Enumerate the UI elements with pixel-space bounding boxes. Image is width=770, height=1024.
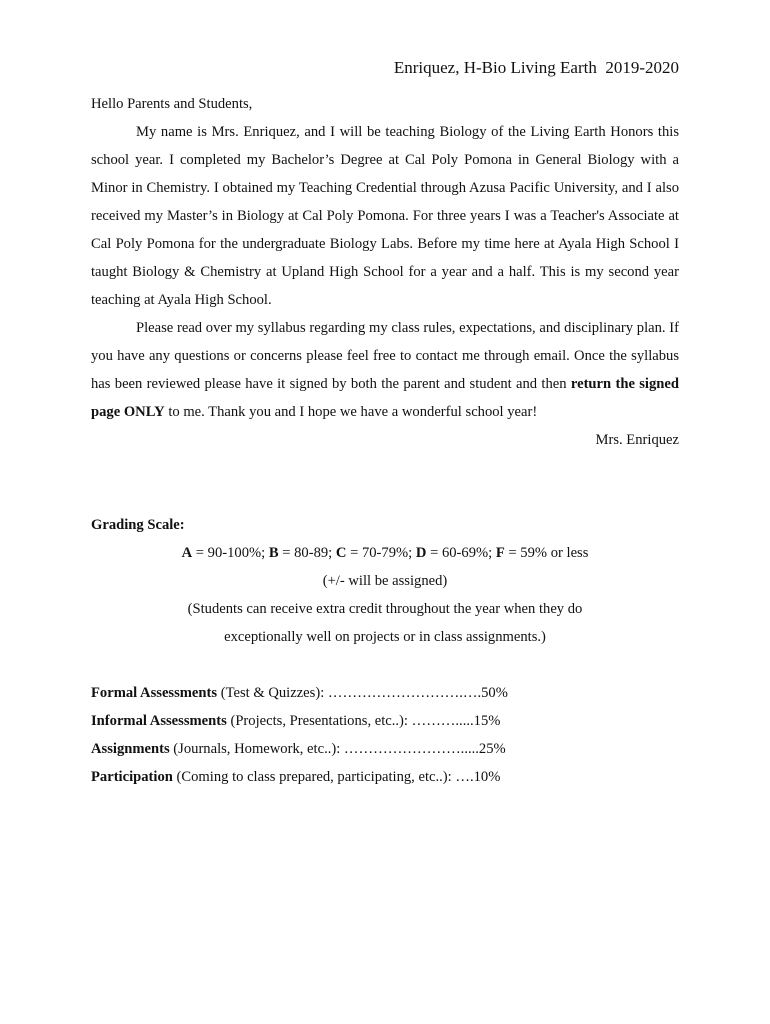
- document-header: Enriquez, H-Bio Living Earth 2019-2020: [393, 58, 679, 77]
- grading-scale-title: Grading Scale:: [91, 517, 185, 533]
- weight-row-participation: [91, 763, 679, 791]
- grade-range: = 90-100%;: [192, 545, 269, 561]
- return-signed-page-emphasis: return the signed page ONLY: [91, 376, 679, 420]
- weight-row-formal-assessments: [91, 679, 679, 707]
- letter-paragraph-syllabus-end: to me. Thank you and I hope we have a wonderful school year!: [164, 404, 538, 420]
- plus-minus-note: (+/- will be assigned): [322, 573, 448, 589]
- grade-letter: B: [268, 545, 279, 561]
- weight-category: Assignments: [91, 741, 170, 757]
- weight-detail: (Test & Quizzes): ……………………….….50%: [217, 685, 508, 701]
- weight-category: Informal Assessments: [91, 713, 227, 729]
- welcome-letter: [91, 90, 679, 454]
- letter-paragraph-intro: My name is Mrs. Enriquez, and I will be teaching Biology of the Living Earth Honors this school year. I completed my Bachelor’s Degree at Cal Poly Pomona in General Biology with a Minor in Chemistry. I obtained my Teaching Credential through Azusa Pacific University, and I also received my Master’s in Biology at Cal Poly Pomona. For three years I was a Teacher's Associate at Cal Poly Pomona for the undergraduate Biology Labs. Before my time here at Ayala High School I taught Biology & Chemistry at Upland High School for a year and a half. This is my second year teaching at Ayala High School.: [91, 124, 679, 308]
- extra-credit-note-line1: (Students can receive extra credit throughout the year when they do: [187, 601, 583, 617]
- letter-paragraph-syllabus: [91, 314, 679, 426]
- grade-letter: D: [415, 545, 427, 561]
- letter-signature: Mrs. Enriquez: [595, 432, 679, 448]
- letter-paragraph-syllabus-text: Please read over my syllabus regarding my class rules, expectations, and disciplinary plan. If you have any questions or concerns please feel free to contact me through email. Once the syllabus has been reviewed please have it signed by both the parent and student and then: [91, 320, 679, 392]
- grade-letter: F: [495, 545, 505, 561]
- grade-range: = 70-79%;: [346, 545, 416, 561]
- grade-weights-list: [91, 679, 679, 791]
- letter-greeting: Hello Parents and Students,: [91, 96, 253, 112]
- grade-range: = 59% or less: [504, 545, 589, 561]
- weight-category: Formal Assessments: [91, 685, 218, 701]
- weight-row-assignments: [91, 735, 679, 763]
- weight-detail: (Journals, Homework, etc..): …………………….....25%: [169, 741, 506, 757]
- weight-detail: (Coming to class prepared, participating, etc..): ….10%: [172, 769, 501, 785]
- extra-credit-note-line2: exceptionally well on projects or in class assignments.): [224, 629, 546, 645]
- weight-category: Participation: [91, 769, 173, 785]
- weight-row-informal-assessments: [91, 707, 679, 735]
- grade-range: = 80-89;: [278, 545, 336, 561]
- weight-detail: (Projects, Presentations, etc..): ……….....15%: [226, 713, 501, 729]
- grade-letter: A: [181, 545, 193, 561]
- grade-range: = 60-69%;: [426, 545, 496, 561]
- grade-letter: C: [335, 545, 347, 561]
- grading-scale-section: [91, 511, 679, 651]
- grading-scale-line: [91, 539, 679, 567]
